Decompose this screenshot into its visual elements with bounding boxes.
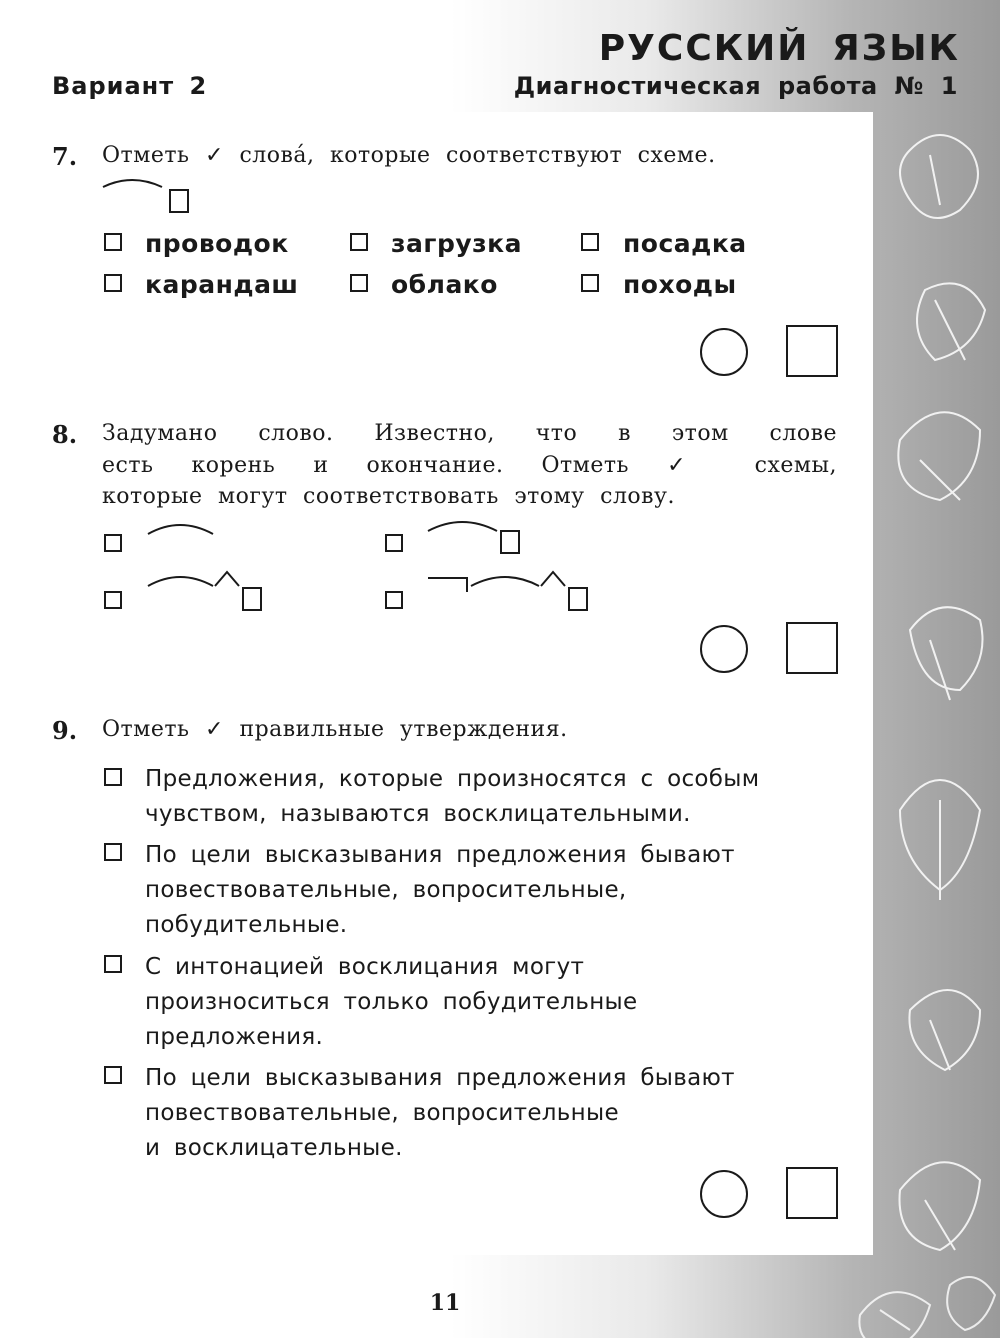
question-7-number: 7. (52, 142, 78, 171)
page-number: 11 (429, 1290, 461, 1316)
question-8-line-1: Задумано слово. Известно, что в этом слове (102, 421, 837, 446)
root-ending-scheme-icon (100, 175, 195, 215)
question-8-line-2 (102, 450, 837, 481)
prefix-root-suffix-ending-scheme-icon (425, 566, 595, 614)
option-word: проводок (145, 229, 289, 258)
statement-line: С интонацией восклицания могут (145, 954, 585, 980)
option-checkbox[interactable] (350, 233, 368, 251)
statement-line: чувством, называются восклицательными. (145, 801, 691, 827)
score-square (786, 1167, 838, 1219)
statement-line: произноситься только побудительные (145, 989, 638, 1015)
option-word: загрузка (391, 229, 523, 258)
option-checkbox[interactable] (581, 274, 599, 292)
question-8-line-2-before: есть корень и окончание. Отметь (102, 453, 629, 478)
statement-line: По цели высказывания предложения бывают (145, 1065, 735, 1091)
statement-checkbox[interactable] (104, 1066, 122, 1084)
option-checkbox[interactable] (104, 233, 122, 251)
question-9-text-after: правильные утверждения. (239, 717, 568, 742)
question-7-text (102, 140, 716, 171)
question-8-number: 8. (52, 420, 78, 449)
check-mark-icon: ✓ (205, 717, 224, 742)
statement-line: предложения. (145, 1024, 324, 1050)
score-square (786, 325, 838, 377)
option-word: облако (391, 270, 498, 299)
statement-checkbox[interactable] (104, 955, 122, 973)
option-word: карандаш (145, 270, 299, 299)
check-mark-icon: ✓ (667, 453, 717, 478)
option-checkbox[interactable] (104, 274, 122, 292)
option-checkbox[interactable] (581, 233, 599, 251)
statement-checkbox[interactable] (104, 768, 122, 786)
question-9-number: 9. (52, 716, 78, 745)
statement-2 (145, 838, 735, 943)
scheme-checkbox[interactable] (104, 534, 122, 552)
statement-line: побудительные. (145, 912, 348, 938)
scheme-checkbox[interactable] (385, 591, 403, 609)
scheme-checkbox[interactable] (385, 534, 403, 552)
root-scheme-icon (145, 518, 220, 540)
question-8-line-2-after: схемы, (754, 453, 837, 478)
option-checkbox[interactable] (350, 274, 368, 292)
question-8-line-3: которые могут соответствовать этому слову. (102, 484, 675, 509)
root-suffix-ending-scheme-icon (145, 566, 270, 614)
statement-3 (145, 950, 637, 1055)
option-word: походы (623, 270, 737, 299)
work-title: Диагностическая работа № 1 (513, 72, 958, 100)
root-ending-scheme-icon (425, 515, 525, 557)
statement-line: повествовательные, вопросительные, (145, 877, 627, 903)
question-7-text-before: Отметь (102, 143, 190, 168)
option-word: посадка (623, 229, 747, 258)
score-circle (700, 625, 748, 673)
score-circle (700, 1170, 748, 1218)
statement-line: По цели высказывания предложения бывают (145, 842, 735, 868)
statement-checkbox[interactable] (104, 843, 122, 861)
statement-1 (145, 762, 759, 832)
score-circle (700, 328, 748, 376)
statement-line: и восклицательные. (145, 1135, 403, 1161)
leaf-decoration-icon (870, 110, 1000, 1338)
subject-title: РУССКИЙ ЯЗЫК (598, 28, 960, 69)
question-7-text-after: слова́, которые соответствуют схеме. (239, 143, 716, 168)
variant-label: Вариант 2 (52, 72, 208, 100)
statement-4 (145, 1061, 735, 1166)
statement-line: повествовательные, вопросительные (145, 1100, 619, 1126)
question-9-text (102, 714, 568, 745)
statement-line: Предложения, которые произносятся с особым (145, 766, 760, 792)
question-9-text-before: Отметь (102, 717, 190, 742)
score-square (786, 622, 838, 674)
scheme-checkbox[interactable] (104, 591, 122, 609)
check-mark-icon: ✓ (205, 143, 224, 168)
